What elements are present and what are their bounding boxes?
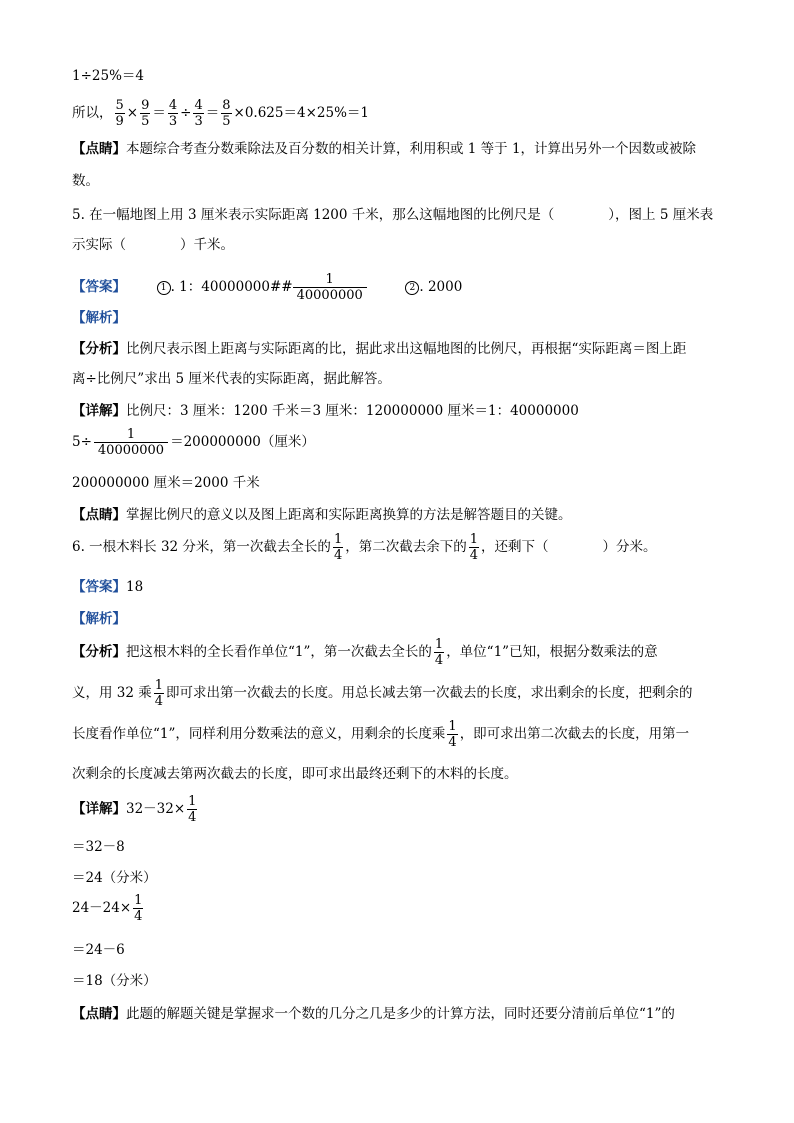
q5-stem-1: 5. 在一幅地图上用 3 厘米表示实际距离 1200 千米，那么这幅地图的比例尺是（ ），图上 5 厘米表 <box>72 207 714 223</box>
fraction: $\frac{5}{9}$ <box>115 98 124 129</box>
fraction: $\frac{1}{40000000}$ <box>94 427 168 458</box>
answer-fraction: $\frac{1}{40000000}$ <box>293 272 367 303</box>
q6-analysis-2: 义，用 32 乘 $\frac{1}{4}$ 即可求出第一次截去的长度。用总长减去第一次截去的长度，求出剩余的长度，把剩余的 <box>72 678 693 709</box>
q5-analysis: 【分析】比例尺表示图上距离与实际距离的比，据此求出这幅地图的比例尺，再根据“实际距离＝图上距 <box>72 341 687 357</box>
answer-tag: 【答案】 <box>72 579 126 595</box>
answer-tag: 【答案】 <box>72 279 126 295</box>
q6-detail-1: 【详解】32－32× $\frac{1}{4}$ <box>72 794 197 825</box>
q6-detail-3: ＝24（分米） <box>72 870 157 886</box>
fraction: $\frac{4}{3}$ <box>168 98 178 129</box>
fraction: $\frac{1}{4}$ <box>434 637 444 668</box>
q6-comment: 【点睛】此题的解题关键是掌握求一个数的几分之几是多少的计算方法，同时还要分清前后单位“1”的 <box>72 1006 675 1022</box>
q6-analysis-1: 【分析】把这根木料的全长看作单位“1”，第一次截去全长的 $\frac{1}{4}$ ，单位“1”已知，根据分数乘法的意 <box>72 637 658 668</box>
fraction: $\frac{1}{4}$ <box>188 794 197 825</box>
q5-analysis-cont: 离÷比例尺”求出 5 厘米代表的实际距离，据此解答。 <box>72 371 391 387</box>
fraction: $\frac{1}{4}$ <box>154 678 164 709</box>
q5-answer: 【答案】 1 . 1：40000000## $\frac{1}{40000000}$ 2 . 2000 <box>72 272 463 303</box>
fraction: $\frac{1}{4}$ <box>134 893 143 924</box>
q5-comment: 【点睛】掌握比例尺的意义以及图上距离和实际距离换算的方法是解答题目的关键。 <box>72 507 572 523</box>
detail-tag: 【详解】 <box>72 403 126 419</box>
q6-analysis-3: 长度看作单位“1”，同样利用分数乘法的意义，用剩余的长度乘 $\frac{1}{4}$ ，即可求出第二次截去的长度，用第一 <box>72 719 690 750</box>
analysis-tag: 【分析】 <box>72 644 126 660</box>
q6-detail-2: ＝32－8 <box>72 839 125 855</box>
fraction: $\frac{1}{4}$ <box>469 532 478 563</box>
comment-tag: 【点睛】 <box>72 1006 126 1022</box>
q6-detail-4: 24－24× $\frac{1}{4}$ <box>72 893 143 924</box>
q6-jiexi-tag: 【解析】 <box>72 611 126 627</box>
detail-tag: 【详解】 <box>72 801 126 817</box>
q6-stem: 6. 一根木料长 32 分米，第一次截去全长的 $\frac{1}{4}$ ，第二次截去余下的 $\frac{1}{4}$ ，还剩下（ ）分米。 <box>72 532 657 563</box>
prev-line-2: 所以， $\frac{5}{9}$ × $\frac{9}{5}$ ＝ $\frac{4}{3}$ ÷ $\frac{4}{3}$ ＝ $\frac{8}{5}$ ×0.625＝4×25%＝1 <box>72 98 369 129</box>
q5-detail-2: 5÷ $\frac{1}{40000000}$ ＝200000000（厘米） <box>72 427 315 458</box>
circled-number-2: 2 <box>405 281 419 295</box>
analysis-tag: 【分析】 <box>72 341 126 357</box>
comment-tag: 【点睛】 <box>72 507 126 523</box>
prev-line-1: 1÷25%＝4 <box>72 68 144 84</box>
prev-comment: 【点睛】本题综合考查分数乘除法及百分数的相关计算，利用积或 1 等于 1，计算出另外一个因数或被除 <box>72 141 697 157</box>
fraction: $\frac{4}{3}$ <box>194 98 203 129</box>
fraction: $\frac{8}{5}$ <box>222 98 231 129</box>
prev-comment-cont: 数。 <box>72 173 99 189</box>
comment-tag: 【点睛】 <box>72 141 126 157</box>
q6-answer: 【答案】18 <box>72 579 144 595</box>
q5-jiexi-tag: 【解析】 <box>72 310 126 326</box>
q6-analysis-4: 次剩余的长度减去第两次截去的长度，即可求出最终还剩下的木料的长度。 <box>72 766 518 782</box>
fraction: $\frac{1}{4}$ <box>333 532 343 563</box>
fraction: $\frac{9}{5}$ <box>141 98 150 129</box>
fraction: $\frac{1}{4}$ <box>448 719 457 750</box>
q5-detail: 【详解】比例尺：3 厘米：1200 千米＝3 厘米：120000000 厘米＝1：40000000 <box>72 403 579 419</box>
q6-detail-5: ＝24－6 <box>72 942 125 958</box>
q6-detail-6: ＝18（分米） <box>72 973 157 989</box>
q5-stem-2: 示实际（ ）千米。 <box>72 237 234 253</box>
q5-detail-3: 200000000 厘米＝2000 千米 <box>72 475 260 491</box>
circled-number-1: 1 <box>157 281 171 295</box>
